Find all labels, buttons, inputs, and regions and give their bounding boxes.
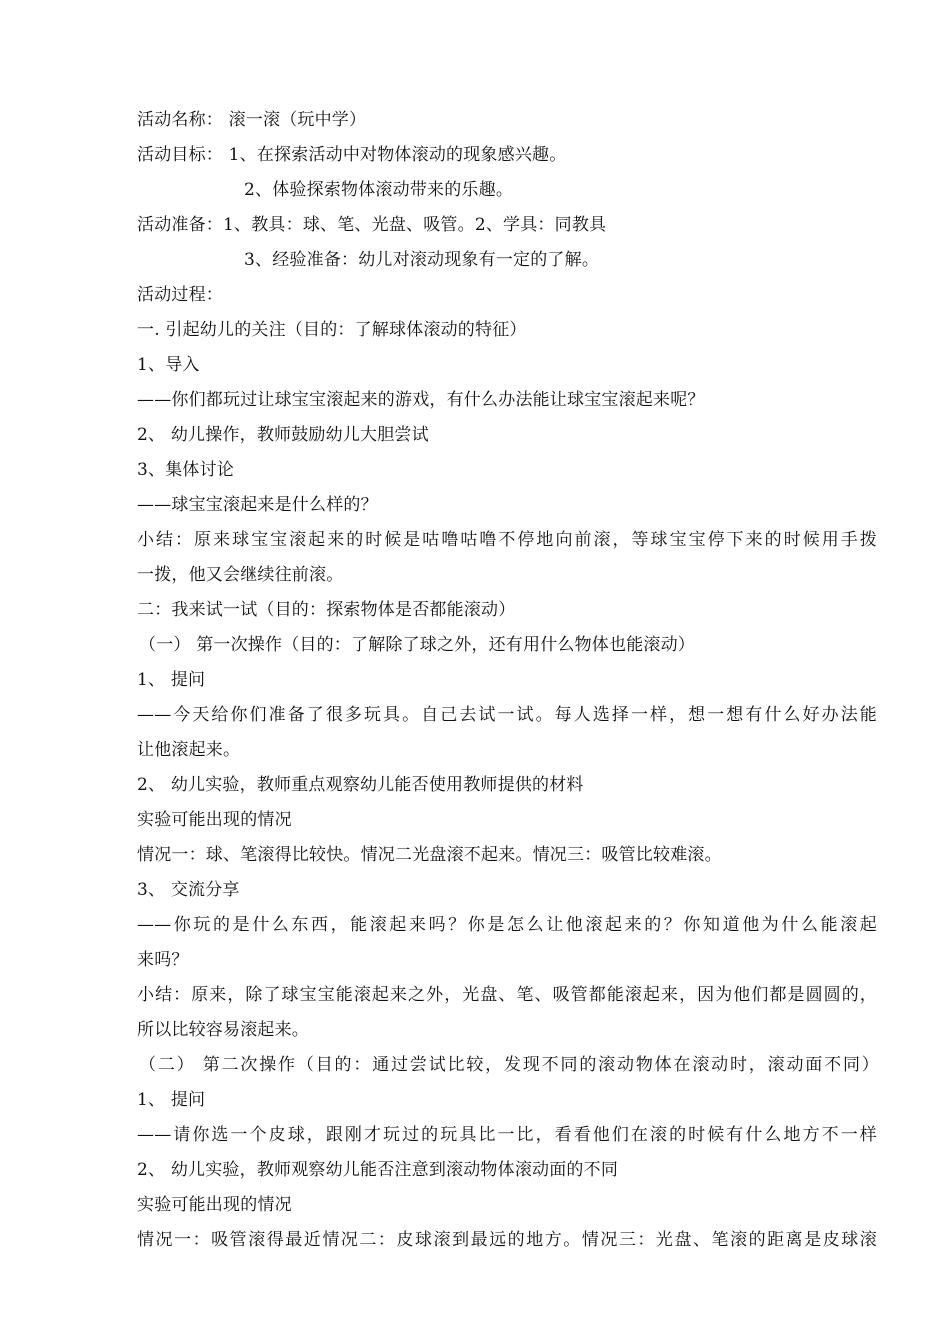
activity-goal-line-2: 2、体验探索物体滚动带来的乐趣。 <box>244 180 514 200</box>
text-line: 实验可能出现的情况 <box>137 810 292 830</box>
text-line: 3、 交流分享 <box>137 880 240 900</box>
activity-prep-line-2: 3、经验准备：幼儿对滚动现象有一定的了解。 <box>244 250 600 270</box>
activity-prep-line-1: 活动准备：1、教具：球、笔、光盘、吸管。2、学具：同教具 <box>137 215 607 235</box>
text-line: 1、 提问 <box>137 670 206 690</box>
text-line: 让他滚起来。 <box>137 740 241 760</box>
summary-line-4: 所以比较容易滚起来。 <box>137 1020 309 1040</box>
activity-process-heading: 活动过程： <box>137 285 223 305</box>
subsection-one-heading: （一） 第一次操作（目的：了解除了球之外，还有用什么物体也能滚动） <box>139 635 696 655</box>
activity-name-line: 活动名称： 滚一滚（玩中学） <box>137 110 367 130</box>
text-line: ——今天给你们准备了很多玩具。自己去试一试。每人选择一样，想一想有什么好办法能 <box>137 705 877 725</box>
text-line: 2、 幼儿操作，教师鼓励幼儿大胆尝试 <box>137 425 429 445</box>
text-line: 1、导入 <box>137 355 200 375</box>
text-line: 3、集体讨论 <box>137 460 235 480</box>
section-two-heading: 二：我来试一试（目的：探索物体是否都能滚动） <box>137 600 516 620</box>
section-one-heading: 一. 引起幼儿的关注（目的：了解球体滚动的特征） <box>137 320 527 340</box>
summary-line-1: 小结：原来球宝宝滚起来的时候是咕噜咕噜不停地向前滚，等球宝宝停下来的时候用手拨 <box>137 530 877 550</box>
text-line: 情况一：球、笔滚得比较快。情况二光盘滚不起来。情况三：吸管比较难滚。 <box>137 845 722 865</box>
summary-line-2: 一拨，他又会继续往前滚。 <box>137 565 344 585</box>
activity-goal-line-1: 活动目标： 1、在探索活动中对物体滚动的现象感兴趣。 <box>137 145 567 165</box>
text-line: ——请你选一个皮球，跟刚才玩过的玩具比一比，看看他们在滚的时候有什么地方不一样 <box>137 1125 877 1145</box>
text-line: ——你玩的是什么东西，能滚起来吗？你是怎么让他滚起来的？你知道他为什么能滚起 <box>137 915 877 935</box>
text-line: ——球宝宝滚起来是什么样的？ <box>137 495 378 515</box>
text-line: 实验可能出现的情况 <box>137 1195 292 1215</box>
summary-line-3: 小结：原来，除了球宝宝能滚起来之外，光盘、笔、吸管都能滚起来，因为他们都是圆圆的， <box>137 985 877 1005</box>
text-line: 1、 提问 <box>137 1090 206 1110</box>
text-line: 来吗？ <box>137 950 189 970</box>
text-line: ——你们都玩过让球宝宝滚起来的游戏，有什么办法能让球宝宝滚起来呢？ <box>137 390 705 410</box>
subsection-two-heading: （二） 第二次操作（目的：通过尝试比较，发现不同的滚动物体在滚动时，滚动面不同） <box>139 1055 879 1075</box>
text-line: 情况一：吸管滚得最近情况二：皮球滚到最远的地方。情况三：光盘、笔滚的距离是皮球滚 <box>137 1230 877 1250</box>
text-line: 2、 幼儿实验，教师观察幼儿能否注意到滚动物体滚动面的不同 <box>137 1160 619 1180</box>
text-line: 2、 幼儿实验，教师重点观察幼儿能否使用教师提供的材料 <box>137 775 584 795</box>
